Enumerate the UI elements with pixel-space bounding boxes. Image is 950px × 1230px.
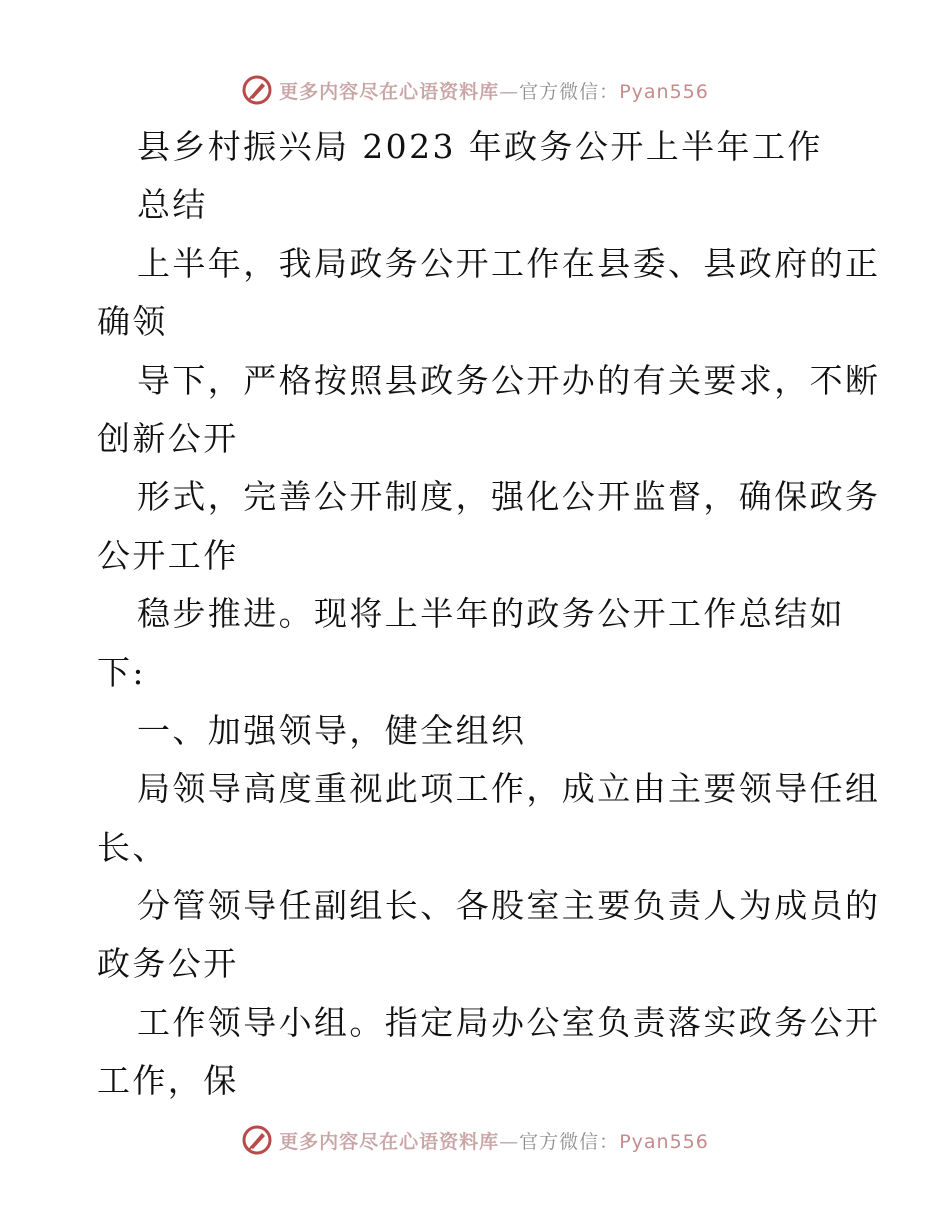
watermark-site: 更多内容尽在心语资料库 [279, 80, 500, 103]
watermark-text [279, 1127, 709, 1154]
paragraph-line: 确领 [97, 302, 168, 342]
document-title-line-1: 县乡村振兴局 2023 年政务公开上半年工作 [137, 127, 823, 166]
watermark-wechat-id: Pyan556 [619, 1130, 709, 1153]
paragraph-line: 稳步推进。现将上半年的政务公开工作总结如 [137, 594, 845, 634]
watermark-content [241, 1124, 709, 1156]
paragraph-line: 导下，严格按照县政务公开办的有关要求，不断 [137, 360, 881, 400]
paragraph-line: 上半年，我局政务公开工作在县委、县政府的正 [137, 243, 881, 283]
paragraph-line: 政务公开 [97, 944, 239, 984]
paragraph-line: 工作，保 [97, 1061, 239, 1101]
watermark-site: 更多内容尽在心语资料库 [279, 1130, 500, 1153]
paragraph-line: 局领导高度重视此项工作，成立由主要领导任组 [137, 769, 881, 809]
paragraph-line: 公开工作 [97, 535, 239, 575]
watermark-separator: — [499, 1130, 520, 1153]
watermark-content [241, 74, 709, 106]
document-title-line-2: 总结 [137, 185, 208, 225]
paragraph-line: 形式，完善公开制度，强化公开监督，确保政务 [137, 477, 881, 517]
section-heading: 一、加强领导，健全组织 [137, 710, 527, 750]
watermark-wechat-id: Pyan556 [619, 80, 709, 103]
watermark-wechat-label: 官方微信： [519, 80, 620, 103]
quill-seal-icon [241, 1124, 273, 1156]
paragraph-line: 创新公开 [97, 418, 239, 458]
paragraph-line: 下: [97, 652, 146, 692]
quill-seal-icon [241, 74, 273, 106]
header-watermark [0, 70, 950, 110]
watermark-text [279, 77, 709, 104]
paragraph-line: 分管领导任副组长、各股室主要负责人为成员的 [137, 886, 881, 926]
document-body [97, 118, 881, 1111]
watermark-separator: — [499, 80, 520, 103]
paragraph-line: 长、 [97, 827, 168, 867]
watermark-wechat-label: 官方微信： [519, 1130, 620, 1153]
footer-watermark [0, 1120, 950, 1160]
paragraph-line: 工作领导小组。指定局办公室负责落实政务公开 [137, 1002, 881, 1042]
